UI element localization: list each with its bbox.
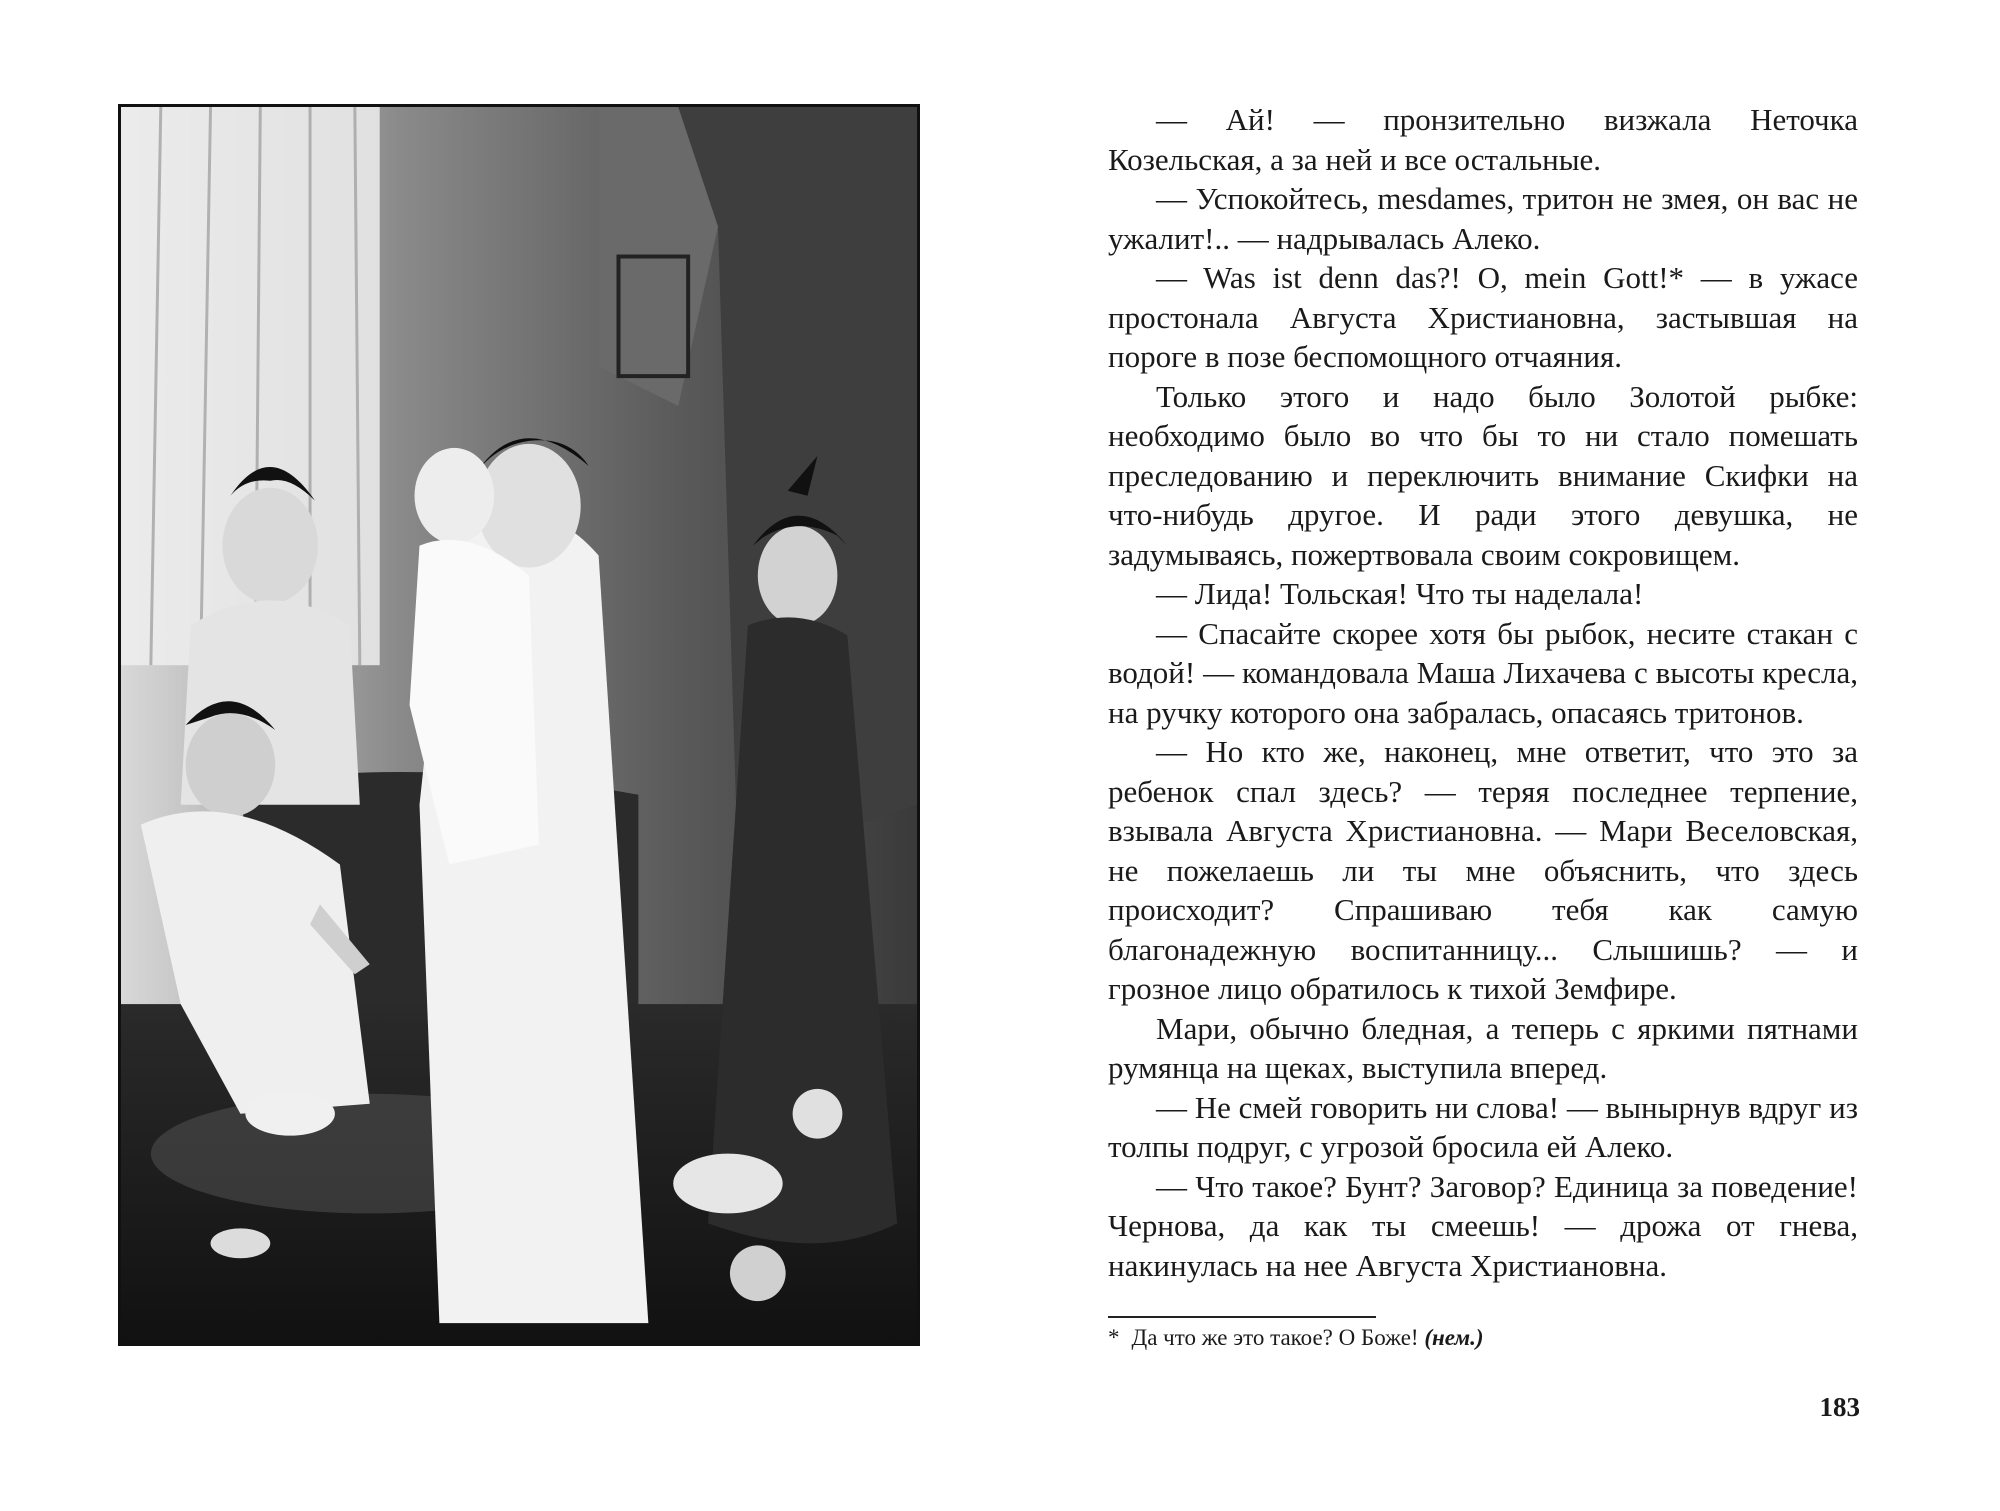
paragraph: — Не смей говорить ни слова! — вынырнув вдруг из толпы подруг, с угрозой бросила ей Алеко. <box>1108 1089 1858 1164</box>
footnote-divider <box>1108 1316 1376 1318</box>
engraving-illustration <box>118 104 920 1346</box>
paragraph: — Но кто же, наконец, мне ответит, что это за ребенок спал здесь? — теряя последнее терпение, взывала Августа Христиановна. — Мари Веселовская, не пожелаешь ли ты мне объяснить, что здесь происходит? Спрашиваю тебя как самую благонадежную воспитанницу... Слышишь? — и грозное лицо обратилось к тихой Земфире. <box>1108 734 1858 1006</box>
paragraph: — Успокойтесь, mesdames, тритон не змея, он вас не ужалит!.. — надрывалась Алеко. <box>1108 181 1858 256</box>
footnote-text: Да что же это такое? О Боже! <box>1131 1325 1419 1350</box>
text-page <box>1108 100 1858 1390</box>
footnote-language: (нем.) <box>1424 1325 1484 1350</box>
footnote-mark: * <box>1108 1325 1120 1350</box>
page-number: 183 <box>1819 1392 1860 1422</box>
paragraph: — Ай! — пронзительно визжала Неточка Козельская, а за ней и все остальные. <box>1108 102 1858 177</box>
footnote <box>1108 1322 1484 1354</box>
paragraph: — Was ist denn das?! O, mein Gott!* — в ужасе простонала Августа Христиановна, застывшая на пороге в позе беспомощного отчаяния. <box>1108 260 1858 374</box>
paragraph: — Спасайте скорее хотя бы рыбок, несите стакан с водой! — командовала Маша Лихачева с высоты кресла, на ручку которого она забралась, опасаясь тритонов. <box>1108 615 1858 730</box>
paragraph: — Что такое? Бунт? Заговор? Единица за поведение! Чернова, да как ты смеешь! — дрожа от гнева, накинулась на нее Августа Христиановна. <box>1108 1168 1858 1283</box>
paragraph: Только этого и надо было Золотой рыбке: необходимо было во что бы то ни стало помешать преследованию и переключить внимание Скифки на что-нибудь другое. И ради этого девушка, не задумываясь, пожертвовала своим сокровищем. <box>1108 378 1858 572</box>
illustration-drawing <box>121 107 917 1343</box>
paragraph: Мари, обычно бледная, а теперь с яркими пятнами румянца на щеках, выступила вперед. <box>1108 1010 1858 1085</box>
paragraph: — Лида! Тольская! Что ты наделала! <box>1156 576 1644 611</box>
